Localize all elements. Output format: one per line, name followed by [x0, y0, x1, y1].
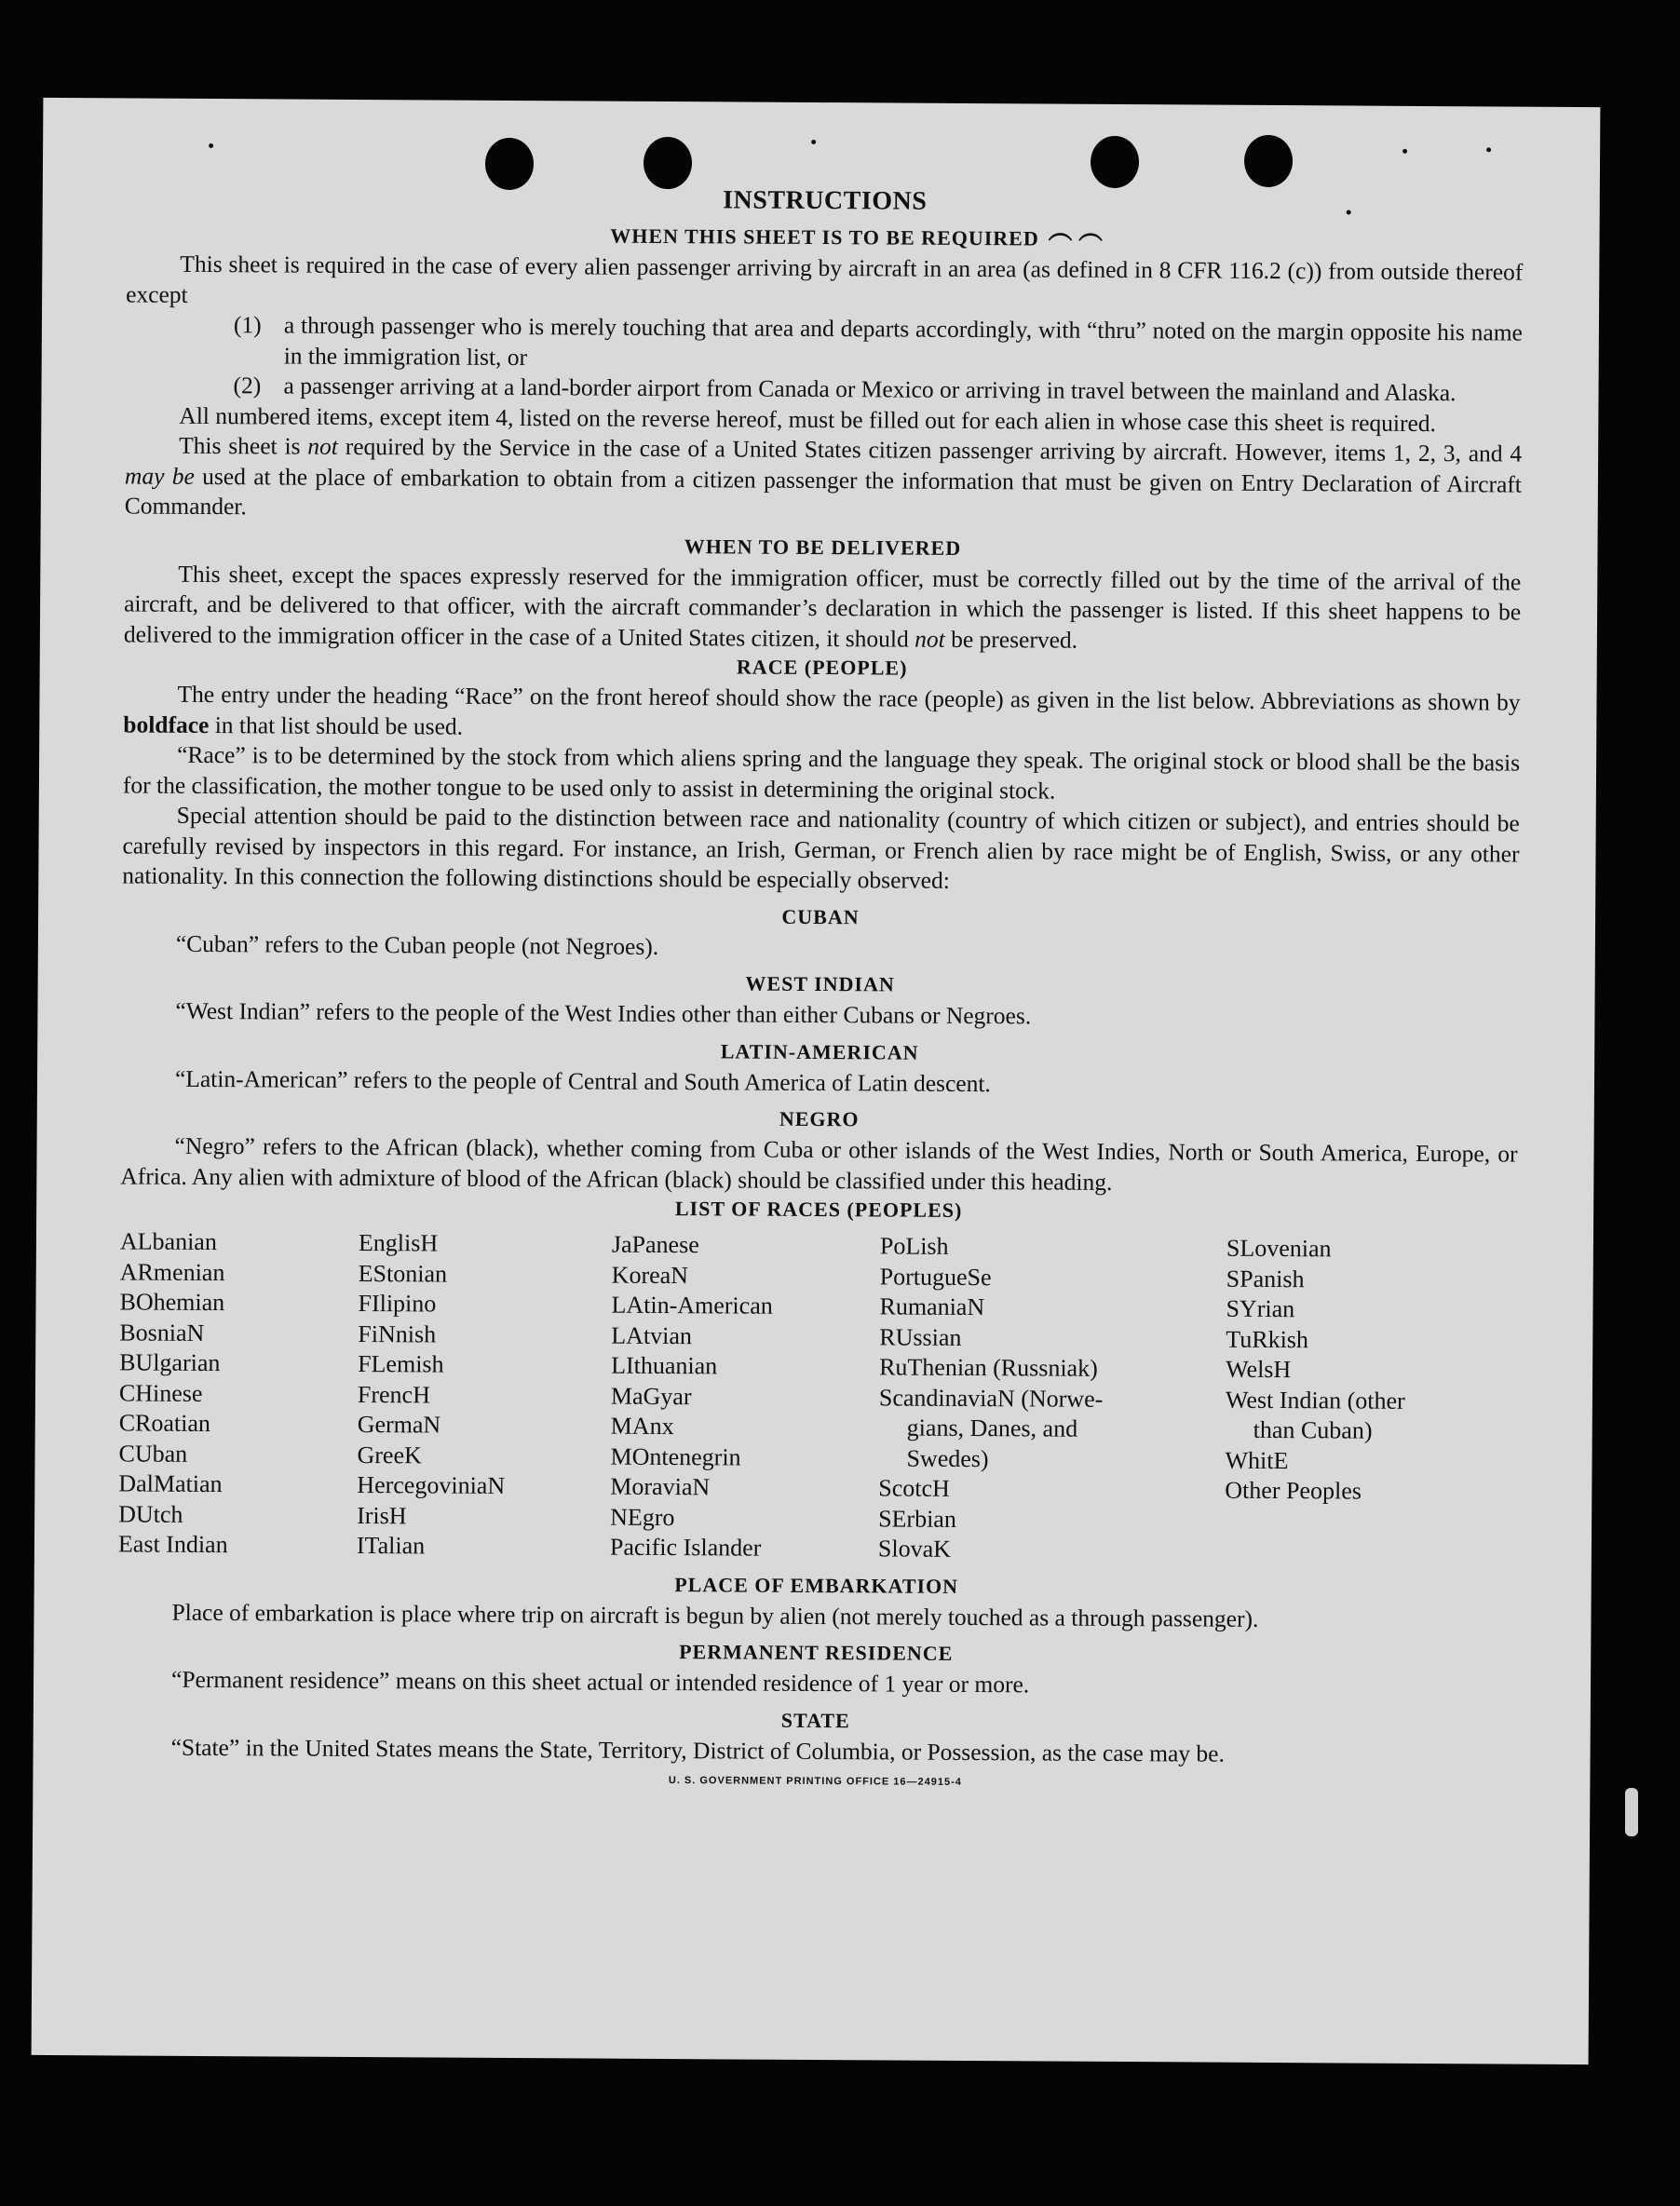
race-item: BosniaN	[119, 1318, 205, 1347]
handwritten-mark: ︵ ︵	[1048, 217, 1104, 245]
race-item: LAtvian	[611, 1321, 693, 1349]
race-item: BOhemian	[119, 1288, 225, 1317]
race-item: RuThenian (Russniak)	[879, 1353, 1098, 1382]
race-item: TuRkish	[1226, 1325, 1309, 1353]
heading-embarkation: PLACE OF EMBARKATION	[674, 1572, 959, 1598]
paragraph-race-distinction: Special attention should be paid to the distinction between race and nationality (country of which citizen or subject), and entries should be carefully revised by inspectors in this regard. For instance, an Irish, German, or French alien by race might be of English, Swiss, or any other nationality. In this connection the following distinctions should be especially observed:	[122, 801, 1520, 894]
document-sheet	[32, 98, 1601, 2064]
race-item: Other Peoples	[1225, 1476, 1362, 1505]
exception-item	[126, 309, 1523, 378]
paragraph-race-stock: “Race” is to be determined by the stock from which aliens spring and the language they speak. The original stock or blood shall be the basis for the classification, the mother tongue to be used only to assist in determining the original stock.	[122, 740, 1521, 805]
race-item: Pacific Islander	[609, 1533, 762, 1562]
punch-hole	[1091, 136, 1139, 188]
paragraph-permanent-residence: “Permanent residence” means on this sheet actual or intended residence of 1 year or more.	[170, 1665, 1030, 1698]
race-item: SPanish	[1226, 1265, 1305, 1292]
race-item: FIlipino	[358, 1290, 437, 1318]
heading-list-of-races: LIST OF RACES (PEOPLES)	[674, 1197, 963, 1222]
race-item: WelsH	[1226, 1355, 1292, 1384]
race-item: PortugueSe	[879, 1262, 992, 1291]
race-item: GermaN	[357, 1411, 441, 1439]
race-item: ITalian	[356, 1531, 426, 1560]
punch-hole	[644, 137, 692, 189]
race-item: SLovenian	[1226, 1234, 1332, 1263]
punch-hole	[1244, 135, 1293, 187]
heading-negro: NEGRO	[779, 1106, 860, 1131]
race-item: FLemish	[358, 1350, 444, 1378]
race-item: RUssian	[879, 1322, 962, 1351]
race-item: MAnx	[610, 1412, 674, 1441]
race-item: EnglisH	[358, 1229, 439, 1257]
heading-cuban: CUBAN	[781, 904, 860, 928]
race-item: RumaniaN	[879, 1292, 985, 1321]
race-item: FiNnish	[358, 1320, 437, 1348]
race-item: than Cuban)	[1253, 1415, 1373, 1444]
races-column	[1225, 1234, 1506, 1568]
race-item: MoraviaN	[610, 1472, 711, 1501]
races-column	[357, 1228, 612, 1563]
exception-text: a passenger arriving at a land-border airport from Canada or Mexico or arriving in travel between the mainland and Alaska.	[283, 372, 1456, 407]
speck	[1486, 147, 1491, 152]
heading-when-delivered: WHEN TO BE DELIVERED	[684, 534, 962, 560]
paragraph-when-delivered: This sheet, except the spaces expressly reserved for the immigration officer, must be correctly filled out by the time of the arrival of the aircraft, and be delivered to that officer, with the aircraft commander’s declaration in which the passenger is listed. If this sheet happens to be delivered to the immigration officer in the case of a United States citizen, it should not be preserved.	[123, 560, 1522, 654]
race-item: DalMatian	[118, 1469, 223, 1498]
race-item: CUban	[118, 1439, 188, 1468]
race-item: ScandinaviaN (Norwe-	[878, 1383, 1104, 1413]
paragraph-negro: “Negro” refers to the African (black), whether coming from Cuba or other islands of the West Indies, North or South America, Europe, or Africa. Any alien with admixture of blood of the African (black) should be classified under this heading.	[120, 1131, 1518, 1196]
paragraph-when-required-intro: This sheet is required in the case of every alien passenger arriving by aircraft in an area (as defined in 8 CFR 116.2 (c)) from outside thereof except	[126, 250, 1524, 308]
paragraph-cuban: “Cuban” refers to the Cuban people (not Negroes).	[175, 929, 659, 960]
paragraph-latin-american: “Latin-American” refers to the people of Central and South America of Latin descent.	[174, 1064, 991, 1097]
race-item: HercegoviniaN	[357, 1470, 506, 1499]
exception-text: a through passenger who is merely touching that area and departs accordingly, with “thru” noted on the margin opposite his name in the immigration list, or	[283, 311, 1524, 371]
race-item: Swedes)	[906, 1444, 989, 1472]
race-item: West Indian (other	[1225, 1386, 1405, 1414]
races-column	[878, 1231, 1226, 1566]
exception-number: (1)	[233, 311, 262, 339]
race-item: SYrian	[1226, 1294, 1295, 1323]
heading-west-indian: WEST INDIAN	[745, 971, 895, 996]
races-column	[118, 1226, 359, 1561]
race-item: JaPanese	[611, 1230, 699, 1259]
race-item: gians, Danes, and	[906, 1414, 1078, 1442]
paragraph-numbered-items: All numbered items, except item 4, listed on the reverse hereof, must be filled out for each alien in whose case this sheet is required.	[179, 401, 1437, 437]
page-title: INSTRUCTIONS	[723, 185, 928, 216]
heading-state: STATE	[780, 1708, 850, 1732]
race-item: MaGyar	[610, 1382, 692, 1410]
race-item: GreeK	[357, 1441, 422, 1468]
heading-permanent-residence: PERMANENT RESIDENCE	[679, 1640, 954, 1665]
race-item: BUlgarian	[119, 1348, 221, 1377]
paragraph-race-entry: The entry under the heading “Race” on the front hereof should show the race (people) as given in the list below. Abbreviations as shown by boldface in that list should be used.	[123, 680, 1521, 740]
heading-when-required: WHEN THIS SHEET IS TO BE REQUIRED	[610, 223, 1039, 250]
speck	[1402, 149, 1407, 154]
race-item: ARmenian	[119, 1257, 225, 1286]
race-item: ScotcH	[878, 1474, 950, 1502]
instructions-content	[116, 182, 1523, 1791]
printer-imprint: U. S. GOVERNMENT PRINTING OFFICE 16—24915-4	[668, 1775, 962, 1788]
race-item: CHinese	[118, 1378, 203, 1407]
race-item: EStonian	[358, 1259, 448, 1288]
heading-race: RACE (PEOPLE)	[736, 655, 908, 680]
race-item: WhitE	[1225, 1446, 1289, 1474]
heading-latin-american: LATIN-AMERICAN	[720, 1038, 919, 1064]
speck	[811, 140, 816, 144]
race-item: IrisH	[357, 1501, 407, 1529]
race-item: KoreaN	[611, 1261, 689, 1289]
paragraph-west-indian: “West Indian” refers to the people of the West Indies other than either Cubans or Negroes.	[175, 996, 1032, 1030]
races-list	[118, 1226, 1517, 1568]
race-item: MOntenegrin	[610, 1442, 741, 1471]
race-item: DUtch	[118, 1499, 183, 1528]
paragraph-state: “State” in the United States means the State, Territory, District of Columbia, or Possession, as the case may be.	[170, 1733, 1226, 1767]
race-item: LIthuanian	[611, 1351, 718, 1380]
race-item: SErbian	[878, 1504, 956, 1533]
exception-number: (2)	[233, 372, 262, 399]
paragraph-embarkation: Place of embarkation is place where trip on aircraft is begun by alien (not merely touched as a through passenger).	[171, 1598, 1259, 1632]
races-column	[610, 1230, 880, 1564]
paragraph-citizen: This sheet is not required by the Service in the case of a United States citizen passenger arriving by aircraft. However, items 1, 2, 3, and 4 may be used at the place of embarkation to obtain from a citizen passenger the information that must be given on Entry Declaration of Aircraft Commander.	[124, 431, 1523, 521]
speck	[209, 143, 213, 148]
race-item: NEgro	[610, 1503, 675, 1531]
race-item: CRoatian	[118, 1409, 211, 1438]
race-item: LAtin-American	[611, 1291, 773, 1320]
race-item: FrencH	[357, 1380, 431, 1408]
race-item: East Indian	[117, 1530, 228, 1559]
scanner-edge-mark	[1625, 1788, 1638, 1836]
race-item: ALbanian	[119, 1227, 217, 1256]
race-item: SlovaK	[877, 1535, 952, 1563]
race-item: PoLish	[879, 1232, 949, 1260]
punch-hole	[485, 138, 534, 190]
